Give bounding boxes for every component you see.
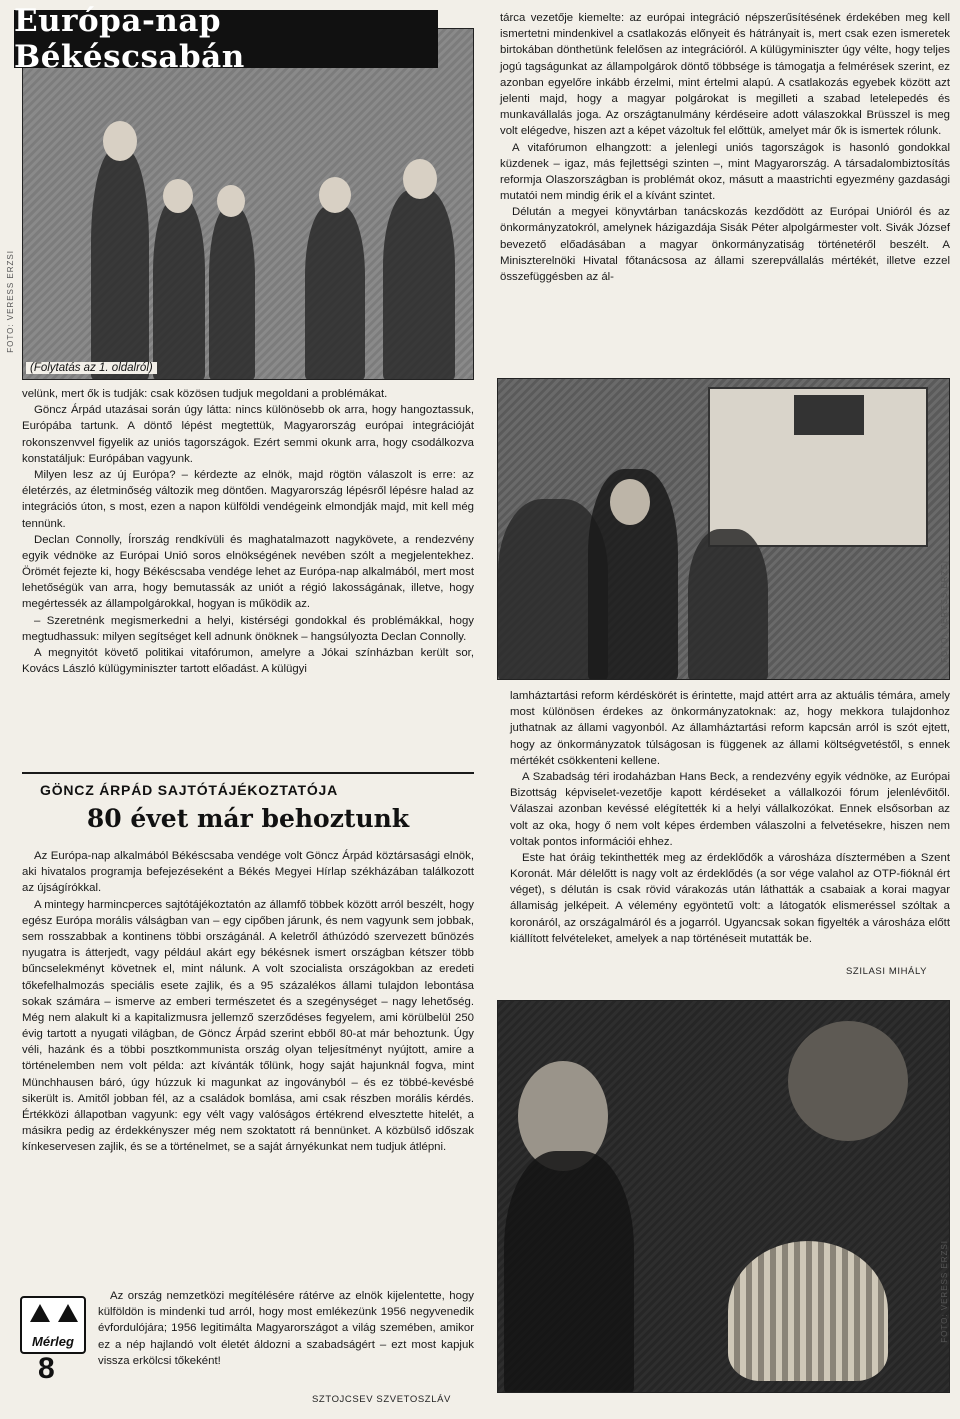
continued-note: (Folytatás az 1. oldalról) bbox=[26, 362, 157, 374]
byline: SZTOJCSEV SZVETOSZLÁV bbox=[312, 1394, 451, 1405]
paragraph: A vitafórumon elhangzott: a jelenlegi uniós tagországok is hasonló gondokkal küzdenek – igaz, más fejlettségi szinten –, mint Magyarország. A társadalombiztosítás reformja Olaszországban is problémát okoz, másutt a maastrichti egyezmény gazdasági mutatói nem mindig érik el a kívánt szintet. bbox=[500, 141, 950, 203]
paragraph: A mintegy harmincperces sajtótájékoztatón az államfő többek között arról beszélt, hogy egész Európa morális válságban van – egy cipőben járunk, és nem vagyunk sem jobbak, sem rosszabbak a kontinens többi országánál. A keletről áthúzódó szervezett bűnözés nyugatra is átterjedt, vagy például akárt egy békésnek ismert országban kétszer több bűncselekményt követnek el, mint nálunk. A volt szocialista országokban az eredeti tőkefelhalmozás speciális esete zajlik, és a 95 százalékos állami tulajdon lebontása sokak számára – ismerve az emberi természetet és a szegénységet – nagy lehetőség. Még nem alakult ki a kapitalizmusra jellemző szerződéses fegyelem, ami körülbelül 250 évig tartott a nyugati világban, de Göncz Árpád szerint ebből 80-at már behoztunk. Úgy véli, hazánk és a többi posztkommunista ország olyan teljesítményt nyújtott, amire a történelemben nem volt példa: azt kívánták tőlünk, hogy saját hajunknál fogva, mint Münchhausen báró, úgy húzzuk ki magunkat az ingoványból – és ez többé-kevésbé sikerült is. Amitől jobban fél, az a családok bomlása, ami csak részben morális kérdés. Értékközi állapotban vagyunk: egy vélt vagy valóságos értékrend elvesztette hitelét, a másikra pedig az érdekkényszer még nem szoktatott rá bennünket. A közbülső időszak kínkeservesen zajlik, és se a történelmet, se a saját árnyékunkat nem tudjuk átlépni. bbox=[22, 898, 474, 1154]
top-photo-speakers bbox=[22, 28, 474, 380]
paragraph: – Szeretnénk megismerkedni a helyi, kistérségi gondokkal és problémákkal, hogy megtudhassuk: milyen segítséget kell adnunk önöknek – hangsúlyozta Declan Connolly. bbox=[22, 614, 474, 643]
paragraph: A megnyitót követő politikai vitafórumon, amelyre a Jókai színházban került sor, Kovács László külügyminiszter tartott előadást. A külügyi bbox=[22, 647, 474, 676]
second-article-body bbox=[22, 848, 474, 1156]
paragraph: Declan Connolly, Írország rendkívüli és maghatalmazott nagykövete, a rendezvény egyik védnöke az Európai Unió soros elnökségének nevében szólt a megjelentekhez. Örömét fejezte ki, hogy Békéscsaba vendége lehet az Európa-nap alkalmából, mert most lehetőségük van arra, hogy bemutassák az uniót a régió lakosságának, illetve, hogy megértessék az állampolgárokkal, hogyan is működik az. bbox=[22, 533, 474, 611]
right-mid-article bbox=[510, 688, 950, 947]
merleg-logo-icon: Mérleg bbox=[20, 1296, 86, 1354]
paragraph: Az Európa-nap alkalmából Békéscsaba vendége volt Göncz Árpád köztársasági elnök, aki hivatalos programja befejezéseként a Békés Megyei Hírlap székházában találkozott az újságírókkal. bbox=[22, 850, 474, 895]
paragraph: Az ország nemzetközi megítélésére rátérve az elnök kijelentette, hogy külföldön is mindenki tud arról, hogy most emlékezünk 1956 negyvenedik évfordulójára; 1956 legitimálta Magyarországot a világ szemében, amikor ez a nép hajlandó volt életét áldozni a szabadságért – ezt most kapjuk vissza erkölcsi tőkeként! bbox=[98, 1290, 474, 1367]
paragraph: Délután a megyei könyvtárban tanácskozás kezdődött az Európai Unióról és az önkormányzatokról, amelynek házigazdája Sisák Péter alpolgármester volt. Sivák József bevezető előadásában a magyar önkormányzatiság történetéről beszélt. A Miniszterelnöki Hivatal főtanácsosa az állami szerepvállalás mértékét, illetve ezzel összefüggésben az ál- bbox=[500, 206, 950, 283]
bottom-photo-crown bbox=[497, 1000, 950, 1393]
photo-credit-mid: FOTO: VERESS ERZSI bbox=[940, 560, 949, 663]
page-number: 8 bbox=[38, 1352, 55, 1385]
paragraph: tárca vezetője kiemelte: az európai integráció népszerűsítésének érdekében meg kell ismertetni mindenkivel a csatlakozás előnyeit és hátrányait is, mert csak ezen ismeretek birtokában dönthetünk felelősen az integrációról. A külügyminiszter úgy vélte, hogy teljes jogú tagságunkat az állampolgárok döntő többsége is támogatja a felmérések szerint, ez azonban egyelőre inkább érzelmi, mint értelmi alapú. A csatlakozás egyebek között azt jelenti majd, hogy a magyar polgárokat is megilleti a szabad letelepedés és munkavállalás joga. Az országtanulmány kérdéseire adott válaszokkal Brüsszel is meg volt elégedve, hiszen azt a képet vázoltuk fel előttük, amelyet már ők is ismertek rólunk. bbox=[500, 12, 950, 138]
mid-photo-exhibition bbox=[497, 378, 950, 680]
photo-credit-bot: FOTO: VERESS ERZSI bbox=[940, 1240, 949, 1343]
paragraph: velünk, mert ők is tudják: csak közösen tudjuk megoldani a problémákat. bbox=[22, 388, 388, 400]
paragraph: Este hat óráig tekinthették meg az érdeklődők a városháza dísztermében a Szent Koronát. Már délelőtt is nagy volt az érdeklődés (a sor vége valahol az OTP-fióknál ért véget), s délután is csak rövid várakozás után láthatták a csabaiak a korai magyar államiság jelképeit. A vélemény egyöntetű volt: a látogatók elismeréssel szóltak a koronáról, az országalmáról és a jogarról. Ugyancsak sokan figyelték a városháza előtt kiállított felvételeket, amelyek a nap történéseit mutatták be. bbox=[510, 851, 950, 945]
publication-logo bbox=[20, 1296, 86, 1388]
banner-title: Európa-nap Békéscsabán bbox=[14, 10, 438, 68]
paragraph: Göncz Árpád utazásai során úgy látta: nincs különösebb ok arra, hogy hangoztassuk, Európába tartunk. A döntő lépést megtettük, Magyarország európai integrációját rokonszenvvel figyelik az uniós tagországok. Ezért semmi okunk arra, hogy csodálkozva konstatáljuk: Európában vagyunk. bbox=[22, 404, 474, 465]
paragraph: lamháztartási reform kérdéskörét is érintette, majd attért arra az aktuális témára, amely most különösen érdekes az önkormányzatoknak: az, hogy mekkora tulajdonhoz juthatnak az állami vagyonból. Az államháztartási reform kapcsán arról is szót ejtett, hogy az önkormányzatok túlságosan is függenek az állami költségvetéstől, s ennek mértékét csökkenteni kellene. bbox=[510, 690, 950, 767]
article-headline: 80 évet már behoztunk bbox=[86, 804, 410, 833]
right-top-article bbox=[500, 10, 950, 285]
second-article-closing bbox=[98, 1288, 474, 1369]
article-kicker: GÖNCZ ÁRPÁD SAJTÓTÁJÉKOZTATÓJA bbox=[40, 782, 339, 798]
byline: SZILASI MIHÁLY bbox=[846, 966, 928, 977]
left-article bbox=[22, 386, 474, 677]
photo-credit-top: FOTO: VERESS ERZSI bbox=[6, 250, 15, 353]
paragraph: Milyen lesz az új Európa? – kérdezte az elnök, majd rögtön válaszolt is erre: az életérzés, az életminőség változik meg döntően. Magyarország lépésről lépésre halad az integrációs úton, s most, ezen a napon külföldi vendégeink elmondják majd, mit kell még tennünk. bbox=[22, 468, 474, 530]
divider-rule bbox=[22, 772, 474, 774]
paragraph: A Szabadság téri irodaházban Hans Beck, a rendezvény egyik védnöke, az Európai Bizottság képviselet-vezetője kapott kérdéseket a vállalkozói fórum jelenlévőitől. Válaszai azonban kevéssé elégítették ki a helyi vállalkozókat. Ennek elsősorban az volt az oka, hogy ő nem volt képes érdemben válaszolni a felvetésekre, hiszen nem voltak pontos információi ehhez. bbox=[510, 770, 950, 848]
